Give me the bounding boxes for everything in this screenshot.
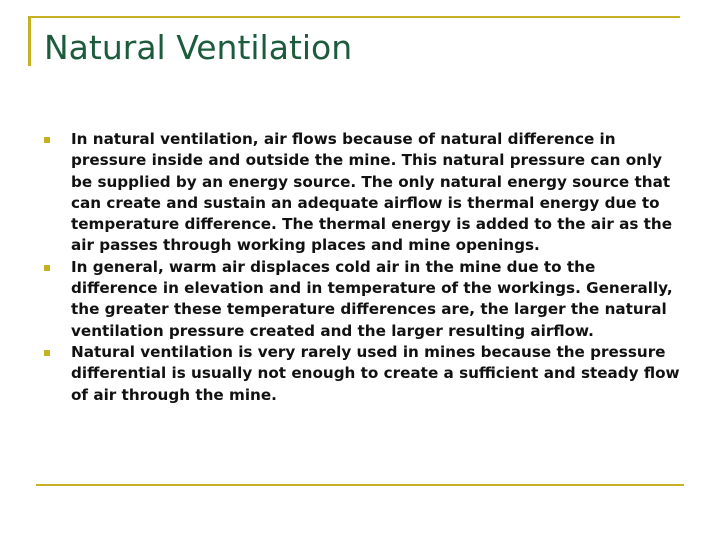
bullet-text: In natural ventilation, air flows because of natural difference in pressure inside and outside the mine. This natural pressure can only be supplied by an energy source. The only natural energy source that can create and sustain an adequate airflow is thermal energy due to temperature difference. The thermal energy is added to the air as the air passes through working places and mine openings. [71,130,673,255]
title-frame-vertical-line [28,16,31,66]
square-bullet-icon [44,137,50,143]
bullet-text: In general, warm air displaces cold air in the mine due to the difference in elevation and in temperature of the workings. Generally, the greater these temperature differences are, the larger the natural ventilation pressure created and the larger resulting airflow. [71,257,673,340]
square-bullet-icon [44,265,50,271]
bullet-text: Natural ventilation is very rarely used in mines because the pressure differential is usually not enough to create a sufficient and steady flow of air through the mine. [71,342,680,404]
title-frame-top-line [28,16,680,18]
bullet-list [44,129,684,406]
bullet-item [44,129,684,257]
bullet-item [44,342,684,406]
slide-title: Natural Ventilation [44,28,353,67]
footer-divider-line [36,484,684,486]
square-bullet-icon [44,350,50,356]
bullet-item [44,257,684,342]
